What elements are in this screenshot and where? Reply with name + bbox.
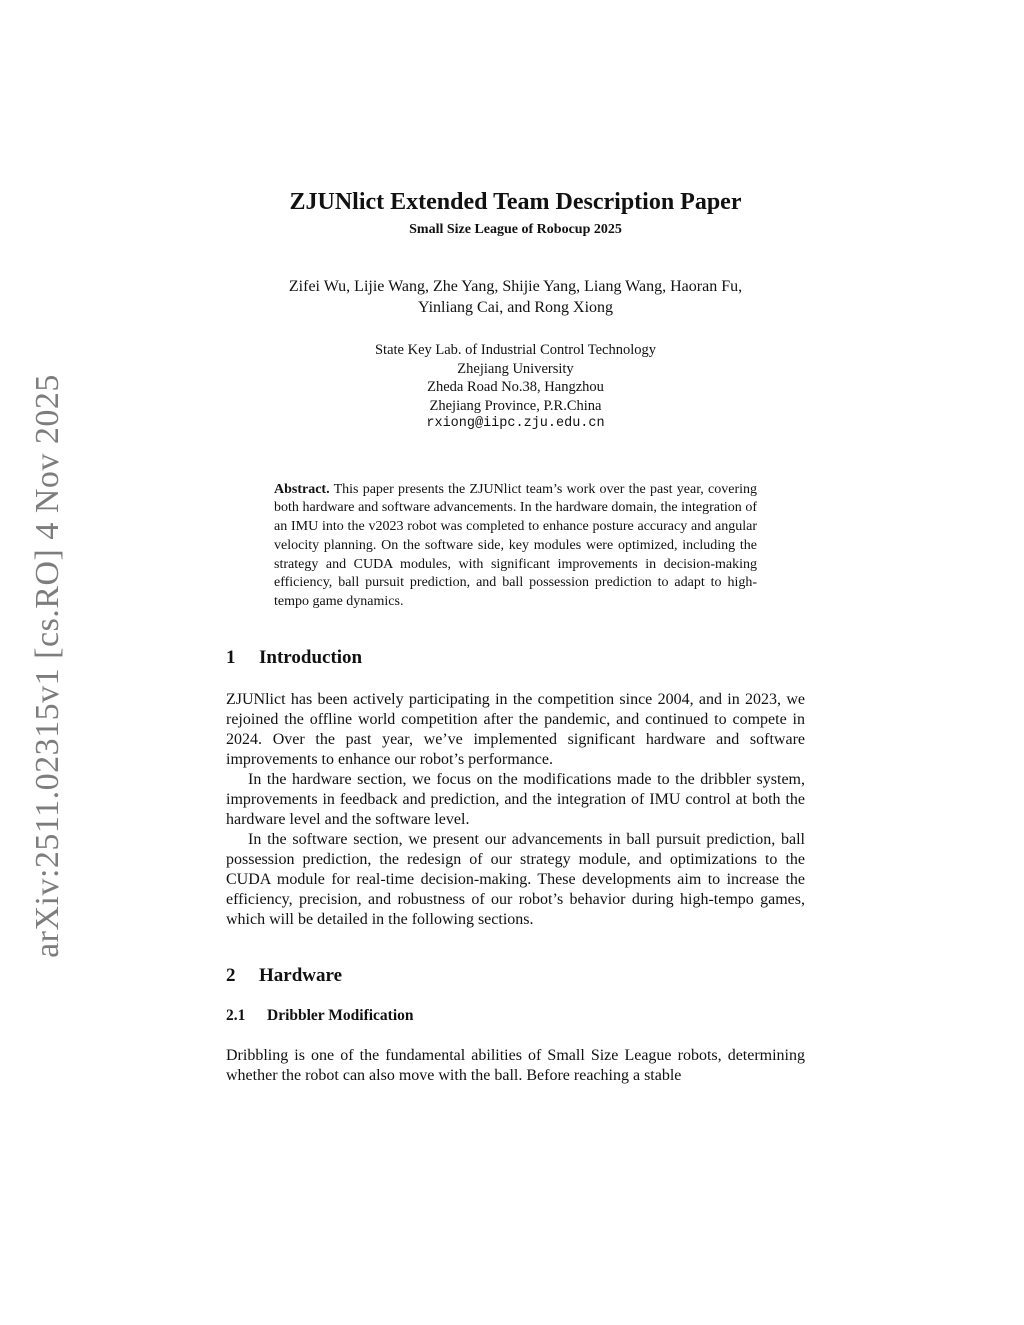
affiliation-block	[226, 341, 805, 434]
subsection-heading-dribbler	[226, 1006, 805, 1026]
arxiv-identifier-text: arXiv:2511.02315v1 [cs.RO] 4 Nov 2025	[29, 374, 67, 958]
introduction-paragraph: ZJUNlict has been actively participating in the competition since 2004, and in 2023, we rejoined the offline world competition after the pandemic, and continued to compete in 2024. Over the past year, we’ve implemented significant hardware and software improvements to enhance our robot’s performance.	[226, 691, 805, 769]
section-number: 2	[226, 965, 236, 987]
paper-title: ZJUNlict Extended Team Description Paper	[289, 189, 742, 215]
arxiv-identifier-stamp	[26, 374, 70, 958]
affiliation-address: Zheda Road No.38, Hangzhou	[427, 379, 604, 395]
affiliation-lab: State Key Lab. of Industrial Control Technology	[374, 342, 656, 358]
abstract-block	[274, 481, 757, 613]
author-list: Zifei Wu, Lijie Wang, Zhe Yang, Shijie Yang, Liang Wang, Haoran Fu, Yinliang Cai, and Rong Xiong	[288, 278, 743, 316]
section-title: Introduction	[259, 647, 363, 669]
abstract-label: Abstract.	[274, 481, 330, 497]
subsection-number: 2.1	[226, 1007, 246, 1025]
contact-email: rxiong@iipc.zju.edu.cn	[426, 416, 605, 431]
paper-page	[226, 186, 805, 1086]
section-number: 1	[226, 647, 236, 669]
section-heading-hardware	[226, 964, 805, 988]
section-heading-introduction	[226, 646, 805, 670]
section-title: Hardware	[259, 965, 343, 987]
affiliation-university: Zhejiang University	[457, 360, 574, 377]
dribbler-paragraph: Dribbling is one of the fundamental abilities of Small Size League robots, determining whether the robot can also move with the ball. Before reaching a stable	[226, 1047, 805, 1085]
introduction-paragraph: In the software section, we present our advancements in ball pursuit prediction, ball possession prediction, the redesign of our strategy module, and optimizations to the CUDA module for real-time decision-making. These developments aim to increase the efficiency, precision, and robustness of our robot’s behavior during high-tempo games, which will be detailed in the following sections.	[226, 831, 805, 929]
affiliation-region: Zhejiang Province, P.R.China	[429, 397, 602, 414]
abstract-text: This paper presents the ZJUNlict team’s work over the past year, covering both hardware and software advancements. In the hardware domain, the integration of an IMU into the v2023 robot was completed to enhance posture accuracy and angular velocity planning. On the software side, key modules were optimized, including the strategy and CUDA modules, with significant improvements in decision-making efficiency, ball pursuit prediction, and ball possession prediction to adapt to high-tempo game dynamics.	[274, 481, 758, 610]
paper-subtitle: Small Size League of Robocup 2025	[409, 222, 622, 237]
subsection-title: Dribbler Modification	[267, 1007, 414, 1025]
introduction-paragraph: In the hardware section, we focus on the modifications made to the dribbler system, improvements in feedback and prediction, and the integration of IMU control at both the hardware level and the software level.	[226, 771, 805, 829]
